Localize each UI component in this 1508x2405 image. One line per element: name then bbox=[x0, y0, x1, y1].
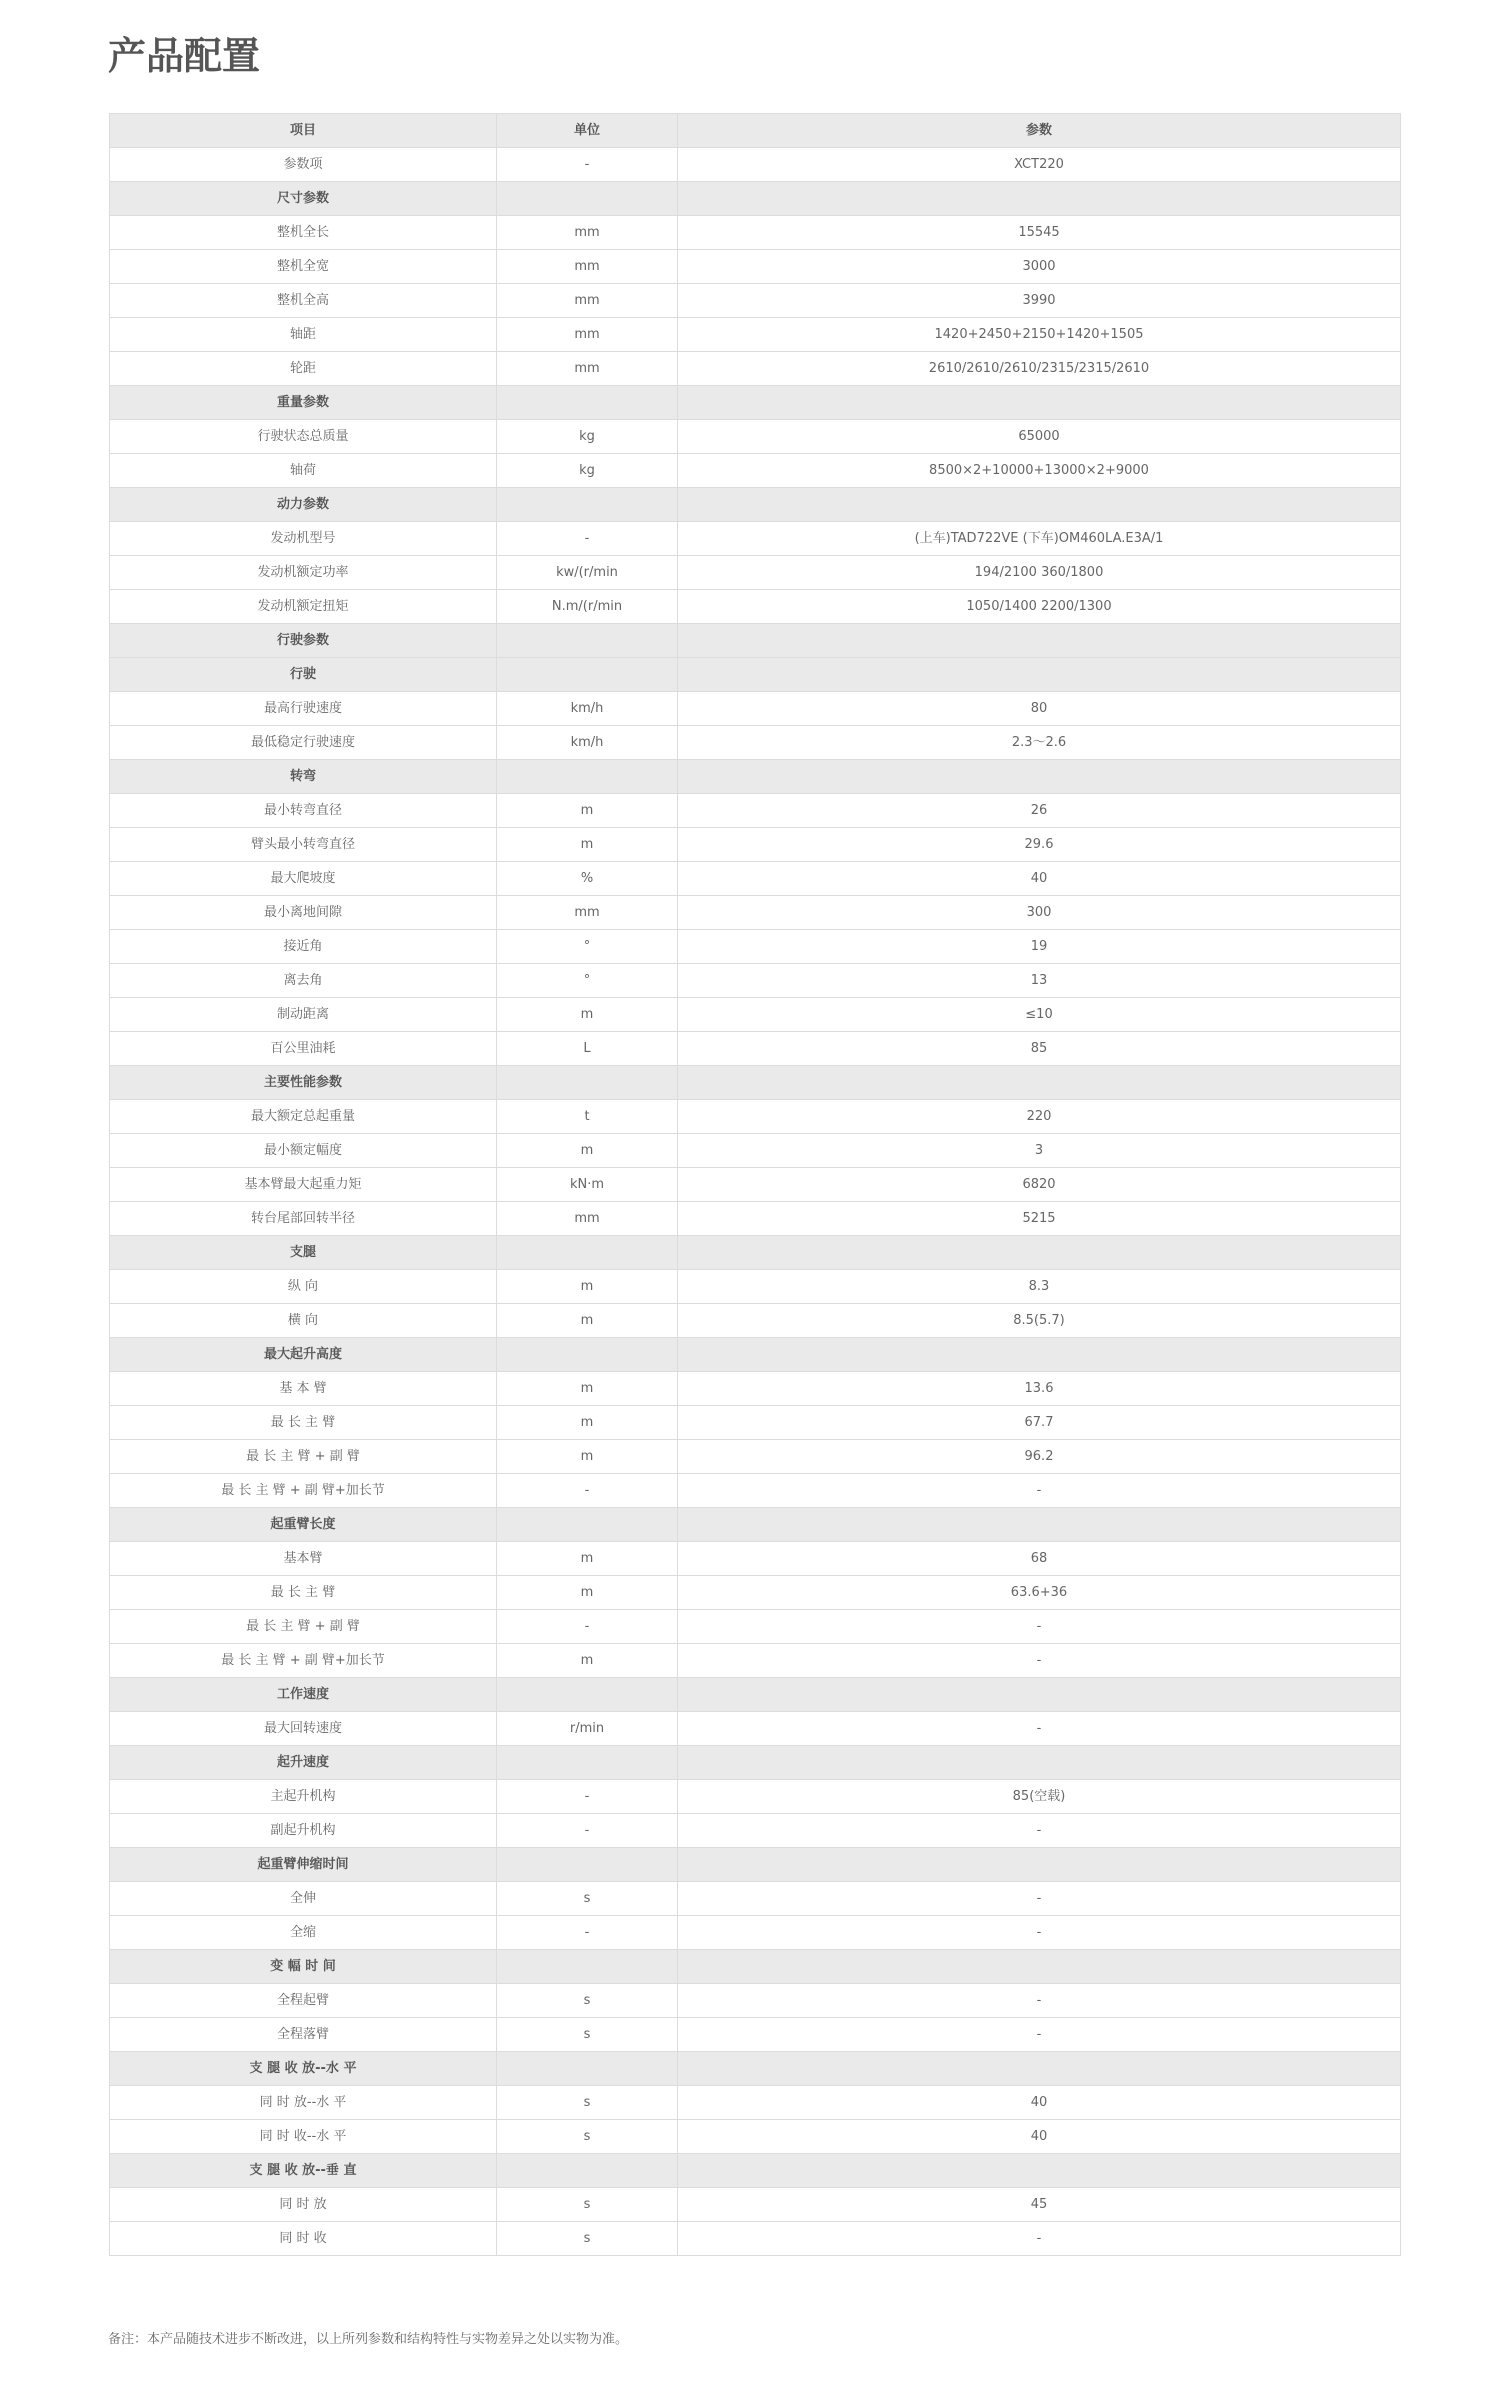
value-cell bbox=[678, 2052, 1401, 2086]
item-cell: 工作速度 bbox=[110, 1678, 497, 1712]
unit-cell: - bbox=[497, 1610, 678, 1644]
item-cell: 发动机额定功率 bbox=[110, 556, 497, 590]
value-cell: - bbox=[678, 1644, 1401, 1678]
item-cell: 全程落臂 bbox=[110, 2018, 497, 2052]
table-row bbox=[110, 1882, 1401, 1916]
table-row bbox=[110, 318, 1401, 352]
unit-cell: mm bbox=[497, 352, 678, 386]
item-cell: 全伸 bbox=[110, 1882, 497, 1916]
unit-cell: m bbox=[497, 1134, 678, 1168]
section-row bbox=[110, 488, 1401, 522]
unit-cell bbox=[497, 1066, 678, 1100]
item-cell: 主要性能参数 bbox=[110, 1066, 497, 1100]
table-row bbox=[110, 726, 1401, 760]
table-row bbox=[110, 1916, 1401, 1950]
table-row bbox=[110, 1270, 1401, 1304]
value-cell: - bbox=[678, 1814, 1401, 1848]
table-row bbox=[110, 284, 1401, 318]
section-row bbox=[110, 2052, 1401, 2086]
item-cell: 起重臂长度 bbox=[110, 1508, 497, 1542]
item-cell: 全程起臂 bbox=[110, 1984, 497, 2018]
item-cell: 最小转弯直径 bbox=[110, 794, 497, 828]
unit-cell: m bbox=[497, 1644, 678, 1678]
spec-table bbox=[109, 113, 1401, 2256]
unit-cell: m bbox=[497, 1406, 678, 1440]
value-cell: - bbox=[678, 1882, 1401, 1916]
value-cell: 68 bbox=[678, 1542, 1401, 1576]
header-row bbox=[110, 114, 1401, 148]
unit-cell: m bbox=[497, 998, 678, 1032]
item-cell: 最 长 主 臂 + 副 臂+加长节 bbox=[110, 1644, 497, 1678]
table-row bbox=[110, 250, 1401, 284]
section-row bbox=[110, 1338, 1401, 1372]
item-cell: 整机全高 bbox=[110, 284, 497, 318]
table-row bbox=[110, 1712, 1401, 1746]
unit-cell bbox=[497, 488, 678, 522]
value-cell: 19 bbox=[678, 930, 1401, 964]
unit-cell: - bbox=[497, 1474, 678, 1508]
value-cell bbox=[678, 1508, 1401, 1542]
unit-cell: m bbox=[497, 794, 678, 828]
unit-cell: m bbox=[497, 1576, 678, 1610]
value-cell: - bbox=[678, 2222, 1401, 2256]
value-cell: 29.6 bbox=[678, 828, 1401, 862]
item-cell: 同 时 收 bbox=[110, 2222, 497, 2256]
item-cell: 行驶参数 bbox=[110, 624, 497, 658]
value-cell: 8.5(5.7) bbox=[678, 1304, 1401, 1338]
value-cell: 2.3～2.6 bbox=[678, 726, 1401, 760]
item-cell: 最小离地间隙 bbox=[110, 896, 497, 930]
unit-cell: km/h bbox=[497, 692, 678, 726]
unit-cell: s bbox=[497, 2086, 678, 2120]
table-row bbox=[110, 828, 1401, 862]
item-cell: 行驶状态总质量 bbox=[110, 420, 497, 454]
item-cell: 基 本 臂 bbox=[110, 1372, 497, 1406]
value-cell: 85(空载) bbox=[678, 1780, 1401, 1814]
unit-cell bbox=[497, 760, 678, 794]
header-unit: 单位 bbox=[497, 114, 678, 148]
item-cell: 最高行驶速度 bbox=[110, 692, 497, 726]
item-cell: 整机全宽 bbox=[110, 250, 497, 284]
unit-cell: mm bbox=[497, 896, 678, 930]
item-cell: 最大回转速度 bbox=[110, 1712, 497, 1746]
table-row bbox=[110, 1372, 1401, 1406]
unit-cell: L bbox=[497, 1032, 678, 1066]
value-cell: 5215 bbox=[678, 1202, 1401, 1236]
footnote: 备注：本产品随技术进步不断改进，以上所列参数和结构特性与实物差异之处以实物为准。 bbox=[108, 2332, 629, 2347]
unit-cell bbox=[497, 1746, 678, 1780]
item-cell: 整机全长 bbox=[110, 216, 497, 250]
table-row bbox=[110, 2222, 1401, 2256]
section-row bbox=[110, 1848, 1401, 1882]
table-row bbox=[110, 454, 1401, 488]
value-cell bbox=[678, 1950, 1401, 1984]
unit-cell: mm bbox=[497, 318, 678, 352]
unit-cell: ° bbox=[497, 930, 678, 964]
unit-cell: r/min bbox=[497, 1712, 678, 1746]
section-row bbox=[110, 386, 1401, 420]
item-cell: 变 幅 时 间 bbox=[110, 1950, 497, 1984]
unit-cell bbox=[497, 1236, 678, 1270]
unit-cell bbox=[497, 624, 678, 658]
value-cell bbox=[678, 624, 1401, 658]
value-cell: - bbox=[678, 1916, 1401, 1950]
value-cell bbox=[678, 1746, 1401, 1780]
table-row bbox=[110, 2120, 1401, 2154]
item-cell: 最低稳定行驶速度 bbox=[110, 726, 497, 760]
table-row bbox=[110, 930, 1401, 964]
value-cell bbox=[678, 1338, 1401, 1372]
item-cell: 主起升机构 bbox=[110, 1780, 497, 1814]
unit-cell: - bbox=[497, 1814, 678, 1848]
table-row bbox=[110, 1610, 1401, 1644]
unit-cell bbox=[497, 1508, 678, 1542]
table-row bbox=[110, 1780, 1401, 1814]
item-cell: 轴距 bbox=[110, 318, 497, 352]
table-row bbox=[110, 1644, 1401, 1678]
table-row bbox=[110, 216, 1401, 250]
value-cell: 40 bbox=[678, 2120, 1401, 2154]
value-cell: 3 bbox=[678, 1134, 1401, 1168]
section-row bbox=[110, 760, 1401, 794]
table-row bbox=[110, 1576, 1401, 1610]
value-cell bbox=[678, 386, 1401, 420]
unit-cell: s bbox=[497, 1984, 678, 2018]
item-cell: 起升速度 bbox=[110, 1746, 497, 1780]
item-cell: 最 长 主 臂 + 副 臂 bbox=[110, 1610, 497, 1644]
value-cell: - bbox=[678, 2018, 1401, 2052]
value-cell: 15545 bbox=[678, 216, 1401, 250]
item-cell: 参数项 bbox=[110, 148, 497, 182]
section-row bbox=[110, 182, 1401, 216]
unit-cell: % bbox=[497, 862, 678, 896]
unit-cell: s bbox=[497, 2120, 678, 2154]
table-row bbox=[110, 352, 1401, 386]
unit-cell: - bbox=[497, 522, 678, 556]
item-cell: 最 长 主 臂 + 副 臂 bbox=[110, 1440, 497, 1474]
unit-cell: m bbox=[497, 828, 678, 862]
table-row bbox=[110, 1440, 1401, 1474]
unit-cell: - bbox=[497, 1916, 678, 1950]
table-row bbox=[110, 1134, 1401, 1168]
item-cell: 轴荷 bbox=[110, 454, 497, 488]
spec-table-header bbox=[110, 114, 1401, 148]
item-cell: 轮距 bbox=[110, 352, 497, 386]
table-row bbox=[110, 522, 1401, 556]
header-value: 参数 bbox=[678, 114, 1401, 148]
item-cell: 重量参数 bbox=[110, 386, 497, 420]
value-cell bbox=[678, 1236, 1401, 1270]
value-cell: 40 bbox=[678, 2086, 1401, 2120]
value-cell: (上车)TAD722VE (下车)OM460LA.E3A/1 bbox=[678, 522, 1401, 556]
unit-cell: km/h bbox=[497, 726, 678, 760]
unit-cell: m bbox=[497, 1372, 678, 1406]
unit-cell bbox=[497, 658, 678, 692]
table-row bbox=[110, 1406, 1401, 1440]
value-cell bbox=[678, 182, 1401, 216]
unit-cell: mm bbox=[497, 284, 678, 318]
unit-cell: m bbox=[497, 1304, 678, 1338]
value-cell: 45 bbox=[678, 2188, 1401, 2222]
unit-cell: m bbox=[497, 1440, 678, 1474]
item-cell: 支腿 bbox=[110, 1236, 497, 1270]
value-cell: 65000 bbox=[678, 420, 1401, 454]
value-cell bbox=[678, 1848, 1401, 1882]
item-cell: 接近角 bbox=[110, 930, 497, 964]
item-cell: 同 时 放 bbox=[110, 2188, 497, 2222]
table-row bbox=[110, 1984, 1401, 2018]
header-item: 项目 bbox=[110, 114, 497, 148]
value-cell: - bbox=[678, 1984, 1401, 2018]
unit-cell: m bbox=[497, 1542, 678, 1576]
value-cell bbox=[678, 658, 1401, 692]
unit-cell bbox=[497, 2052, 678, 2086]
value-cell: - bbox=[678, 1474, 1401, 1508]
table-row bbox=[110, 1814, 1401, 1848]
section-row bbox=[110, 1950, 1401, 1984]
item-cell: 转弯 bbox=[110, 760, 497, 794]
table-row bbox=[110, 862, 1401, 896]
table-row bbox=[110, 1304, 1401, 1338]
item-cell: 最 长 主 臂 bbox=[110, 1576, 497, 1610]
unit-cell: ° bbox=[497, 964, 678, 998]
item-cell: 同 时 收--水 平 bbox=[110, 2120, 497, 2154]
table-row bbox=[110, 1474, 1401, 1508]
value-cell: 85 bbox=[678, 1032, 1401, 1066]
unit-cell bbox=[497, 1678, 678, 1712]
table-row bbox=[110, 1202, 1401, 1236]
unit-cell: - bbox=[497, 1780, 678, 1814]
item-cell: 转台尾部回转半径 bbox=[110, 1202, 497, 1236]
item-cell: 最大起升高度 bbox=[110, 1338, 497, 1372]
value-cell: XCT220 bbox=[678, 148, 1401, 182]
unit-cell: t bbox=[497, 1100, 678, 1134]
value-cell: 63.6+36 bbox=[678, 1576, 1401, 1610]
value-cell bbox=[678, 760, 1401, 794]
item-cell: 臂头最小转弯直径 bbox=[110, 828, 497, 862]
unit-cell: N.m/(r/min bbox=[497, 590, 678, 624]
unit-cell: m bbox=[497, 1270, 678, 1304]
item-cell: 基本臂 bbox=[110, 1542, 497, 1576]
value-cell: 13 bbox=[678, 964, 1401, 998]
item-cell: 起重臂伸缩时间 bbox=[110, 1848, 497, 1882]
value-cell: 26 bbox=[678, 794, 1401, 828]
item-cell: 支 腿 收 放--垂 直 bbox=[110, 2154, 497, 2188]
section-row bbox=[110, 1236, 1401, 1270]
item-cell: 动力参数 bbox=[110, 488, 497, 522]
item-cell: 横 向 bbox=[110, 1304, 497, 1338]
value-cell: - bbox=[678, 1610, 1401, 1644]
unit-cell bbox=[497, 386, 678, 420]
page-title: 产品配置 bbox=[108, 34, 261, 78]
unit-cell: s bbox=[497, 2018, 678, 2052]
section-row bbox=[110, 1746, 1401, 1780]
section-row bbox=[110, 658, 1401, 692]
value-cell: ≤10 bbox=[678, 998, 1401, 1032]
unit-cell: s bbox=[497, 2188, 678, 2222]
unit-cell: - bbox=[497, 148, 678, 182]
unit-cell: s bbox=[497, 1882, 678, 1916]
table-row bbox=[110, 556, 1401, 590]
item-cell: 百公里油耗 bbox=[110, 1032, 497, 1066]
table-row bbox=[110, 1032, 1401, 1066]
table-row bbox=[110, 896, 1401, 930]
table-row bbox=[110, 420, 1401, 454]
value-cell: 194/2100 360/1800 bbox=[678, 556, 1401, 590]
item-cell: 纵 向 bbox=[110, 1270, 497, 1304]
section-row bbox=[110, 1508, 1401, 1542]
table-row bbox=[110, 148, 1401, 182]
unit-cell bbox=[497, 2154, 678, 2188]
unit-cell: s bbox=[497, 2222, 678, 2256]
table-row bbox=[110, 964, 1401, 998]
value-cell: 1050/1400 2200/1300 bbox=[678, 590, 1401, 624]
table-row bbox=[110, 2018, 1401, 2052]
item-cell: 支 腿 收 放--水 平 bbox=[110, 2052, 497, 2086]
table-row bbox=[110, 1542, 1401, 1576]
section-row bbox=[110, 2154, 1401, 2188]
value-cell bbox=[678, 1066, 1401, 1100]
table-row bbox=[110, 998, 1401, 1032]
table-row bbox=[110, 794, 1401, 828]
item-cell: 基本臂最大起重力矩 bbox=[110, 1168, 497, 1202]
value-cell: - bbox=[678, 1712, 1401, 1746]
item-cell: 副起升机构 bbox=[110, 1814, 497, 1848]
spec-table-body bbox=[110, 148, 1401, 2256]
item-cell: 最小额定幅度 bbox=[110, 1134, 497, 1168]
table-row bbox=[110, 1100, 1401, 1134]
item-cell: 同 时 放--水 平 bbox=[110, 2086, 497, 2120]
value-cell: 6820 bbox=[678, 1168, 1401, 1202]
unit-cell bbox=[497, 1950, 678, 1984]
item-cell: 最大爬坡度 bbox=[110, 862, 497, 896]
value-cell: 67.7 bbox=[678, 1406, 1401, 1440]
table-row bbox=[110, 2086, 1401, 2120]
section-row bbox=[110, 624, 1401, 658]
value-cell: 300 bbox=[678, 896, 1401, 930]
item-cell: 制动距离 bbox=[110, 998, 497, 1032]
item-cell: 最大额定总起重量 bbox=[110, 1100, 497, 1134]
item-cell: 行驶 bbox=[110, 658, 497, 692]
value-cell: 1420+2450+2150+1420+1505 bbox=[678, 318, 1401, 352]
value-cell bbox=[678, 2154, 1401, 2188]
section-row bbox=[110, 1678, 1401, 1712]
unit-cell: kg bbox=[497, 454, 678, 488]
section-row bbox=[110, 1066, 1401, 1100]
item-cell: 最 长 主 臂 bbox=[110, 1406, 497, 1440]
unit-cell bbox=[497, 1848, 678, 1882]
table-row bbox=[110, 2188, 1401, 2222]
value-cell: 3990 bbox=[678, 284, 1401, 318]
unit-cell: mm bbox=[497, 216, 678, 250]
value-cell: 80 bbox=[678, 692, 1401, 726]
unit-cell: kN·m bbox=[497, 1168, 678, 1202]
item-cell: 最 长 主 臂 + 副 臂+加长节 bbox=[110, 1474, 497, 1508]
value-cell: 2610/2610/2610/2315/2315/2610 bbox=[678, 352, 1401, 386]
item-cell: 离去角 bbox=[110, 964, 497, 998]
value-cell bbox=[678, 488, 1401, 522]
item-cell: 尺寸参数 bbox=[110, 182, 497, 216]
value-cell bbox=[678, 1678, 1401, 1712]
unit-cell: kg bbox=[497, 420, 678, 454]
item-cell: 发动机额定扭矩 bbox=[110, 590, 497, 624]
value-cell: 13.6 bbox=[678, 1372, 1401, 1406]
value-cell: 96.2 bbox=[678, 1440, 1401, 1474]
value-cell: 220 bbox=[678, 1100, 1401, 1134]
item-cell: 全缩 bbox=[110, 1916, 497, 1950]
table-row bbox=[110, 692, 1401, 726]
unit-cell: kw/(r/min bbox=[497, 556, 678, 590]
value-cell: 8.3 bbox=[678, 1270, 1401, 1304]
unit-cell bbox=[497, 182, 678, 216]
table-row bbox=[110, 1168, 1401, 1202]
unit-cell: mm bbox=[497, 250, 678, 284]
unit-cell bbox=[497, 1338, 678, 1372]
table-row bbox=[110, 590, 1401, 624]
value-cell: 40 bbox=[678, 862, 1401, 896]
unit-cell: mm bbox=[497, 1202, 678, 1236]
item-cell: 发动机型号 bbox=[110, 522, 497, 556]
value-cell: 3000 bbox=[678, 250, 1401, 284]
value-cell: 8500×2+10000+13000×2+9000 bbox=[678, 454, 1401, 488]
